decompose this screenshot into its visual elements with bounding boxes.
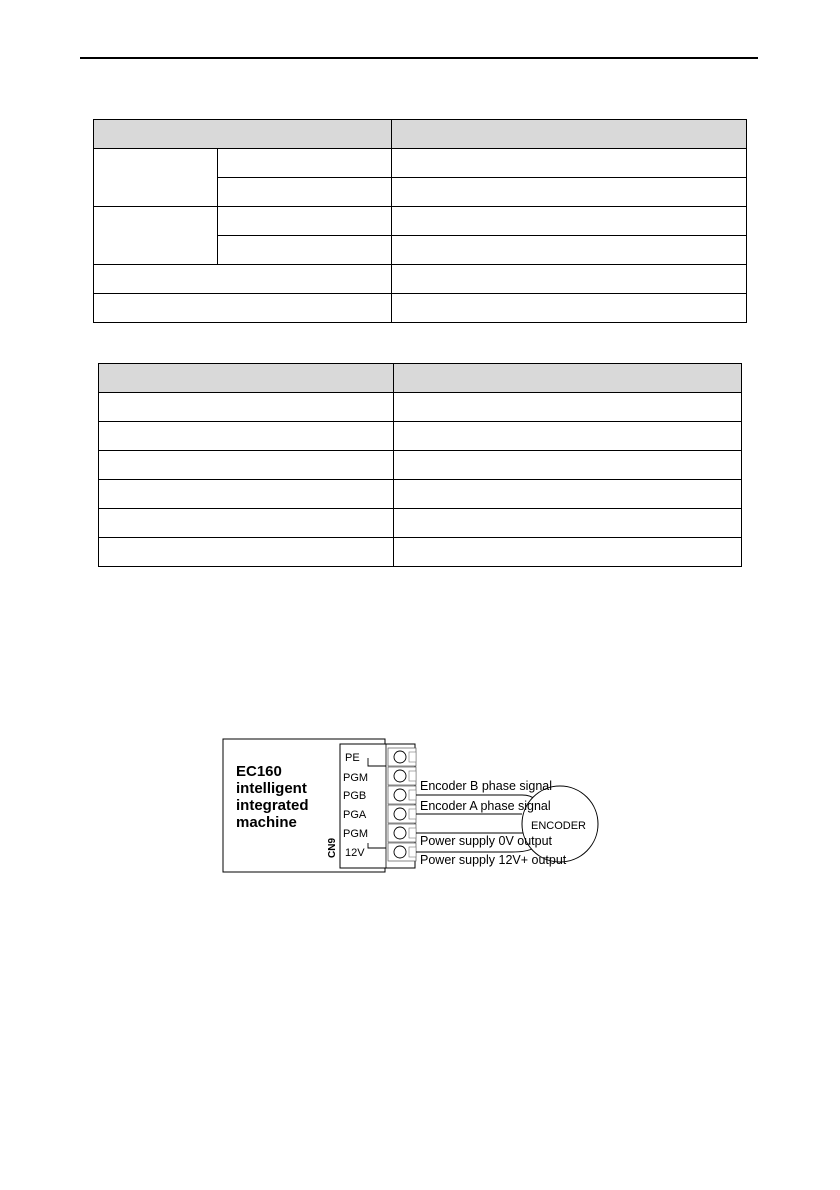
- table-row: [94, 207, 747, 236]
- table-cell: [94, 207, 218, 265]
- terminal-notch: [409, 790, 416, 800]
- signal-label-power-0v: Power supply 0V output: [420, 834, 553, 848]
- table-cell: [392, 236, 747, 265]
- table-row: [99, 422, 742, 451]
- terminal-screw-icon: [394, 789, 406, 801]
- table-row: [99, 538, 742, 567]
- header-cell: [99, 364, 394, 393]
- table-cell: [392, 207, 747, 236]
- device-name-line-4: machine: [236, 814, 297, 831]
- signal-label-power-12v: Power supply 12V+ output: [420, 853, 567, 867]
- wire-power-0v: [416, 828, 532, 833]
- table-cell: [394, 509, 742, 538]
- table-row: [94, 294, 747, 323]
- signal-label-encoder-a: Encoder A phase signal: [420, 799, 551, 813]
- table-cell: [394, 393, 742, 422]
- device-name-line-3: integrated: [236, 797, 309, 814]
- table-cell: [94, 265, 392, 294]
- device-name-line-1: EC160: [236, 763, 282, 780]
- table-cell: [394, 538, 742, 567]
- terminal-screw-icon: [394, 751, 406, 763]
- table-row: [99, 393, 742, 422]
- table-row: [99, 451, 742, 480]
- table-cell: [218, 149, 392, 178]
- header-rule: [80, 57, 758, 59]
- table-cell: [394, 451, 742, 480]
- table-cell: [394, 422, 742, 451]
- table-header-row: [99, 364, 742, 393]
- table-cell: [392, 178, 747, 207]
- table-cell: [99, 509, 394, 538]
- spec-table-2: [98, 363, 742, 567]
- table-cell: [218, 178, 392, 207]
- table-cell: [218, 236, 392, 265]
- signal-label-encoder-b: Encoder B phase signal: [420, 779, 553, 793]
- table-cell: [394, 480, 742, 509]
- terminal-notch: [409, 828, 416, 838]
- table-cell: [94, 294, 392, 323]
- terminal-screw-icon: [394, 770, 406, 782]
- table-row: [94, 149, 747, 178]
- table-cell: [99, 480, 394, 509]
- device-name-line-2: intelligent: [236, 780, 307, 797]
- pin-label: PGB: [343, 790, 367, 802]
- terminal-screw-icon: [394, 827, 406, 839]
- pin-label: PGM: [343, 772, 369, 784]
- table-cell: [218, 207, 392, 236]
- table-cell: [99, 451, 394, 480]
- table-cell: [99, 393, 394, 422]
- table-header-row: [94, 120, 747, 149]
- terminal-notch: [409, 771, 416, 781]
- connector-label: CN9: [327, 837, 338, 858]
- header-cell: [394, 364, 742, 393]
- pin-label: PE: [345, 752, 360, 764]
- terminal-notch: [409, 847, 416, 857]
- table-cell: [392, 149, 747, 178]
- pin-label: PGA: [343, 809, 367, 821]
- header-cell: [94, 120, 392, 149]
- encoder-label: ENCODER: [531, 820, 587, 832]
- header-cell: [392, 120, 747, 149]
- table-cell: [392, 294, 747, 323]
- terminal-screw-icon: [394, 808, 406, 820]
- table-cell: [99, 538, 394, 567]
- table-cell: [392, 265, 747, 294]
- table-cell: [99, 422, 394, 451]
- table-row: [94, 265, 747, 294]
- pin-label: PGM: [343, 828, 369, 840]
- table-cell: [94, 149, 218, 207]
- pin-label: 12V: [345, 847, 365, 859]
- table-row: [99, 509, 742, 538]
- terminal-notch: [409, 809, 416, 819]
- spec-table-1: [93, 119, 747, 323]
- encoder-wiring-diagram: [222, 738, 602, 874]
- table-row: [99, 480, 742, 509]
- terminal-screw-icon: [394, 846, 406, 858]
- terminal-notch: [409, 752, 416, 762]
